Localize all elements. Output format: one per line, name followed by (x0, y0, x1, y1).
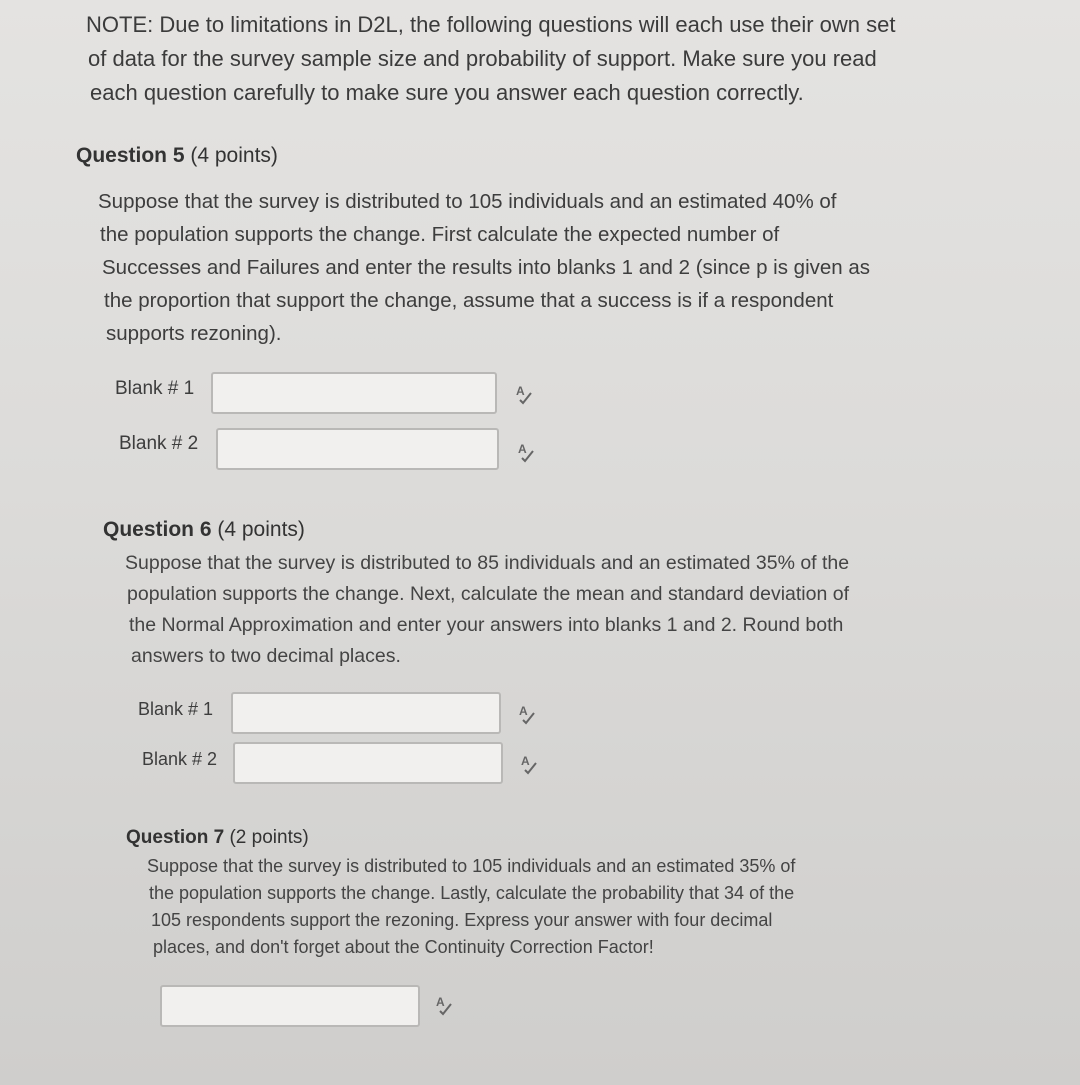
q7-answer-input[interactable] (160, 985, 420, 1027)
question-text-line: answers to two decimal places. (131, 645, 401, 667)
question-text-line: population supports the change. Next, calculate the mean and standard deviation of (127, 583, 849, 605)
blank-2-label: Blank # 2 (119, 433, 199, 454)
question-text-line: the proportion that support the change, assume that a success is if a respondent (104, 289, 834, 312)
spellcheck-icon[interactable] (515, 702, 539, 726)
question-title (76, 144, 278, 168)
question-text-line: the population supports the change. Lastly, calculate the probability that 34 of the (149, 883, 795, 903)
spellcheck-icon[interactable] (512, 382, 536, 406)
question-text-line: Suppose that the survey is distributed to 105 individuals and an estimated 35% of (147, 856, 796, 876)
question-text-line: the Normal Approximation and enter your answers into blanks 1 and 2. Round both (129, 614, 844, 636)
question-text-line: 105 respondents support the rezoning. Express your answer with four decimal (151, 910, 773, 930)
question-name: Question 7 (126, 827, 225, 848)
spellcheck-icon[interactable] (432, 993, 456, 1017)
svg-text:A: A (518, 442, 527, 456)
svg-text:A: A (519, 704, 528, 718)
note-line: NOTE: Due to limitations in D2L, the following questions will each use their own set (86, 12, 896, 37)
question-title (126, 827, 309, 849)
question-text (147, 853, 907, 961)
question-name: Question 6 (103, 518, 212, 541)
spellcheck-icon[interactable] (517, 752, 541, 776)
question-text-line: supports rezoning). (106, 322, 282, 345)
q5-blank-2-input[interactable] (216, 428, 499, 470)
question-points: (4 points) (217, 518, 305, 541)
blank-1-label: Blank # 1 (115, 378, 195, 399)
question-name: Question 5 (76, 144, 185, 167)
note-line: each question carefully to make sure you answer each question correctly. (90, 80, 804, 105)
q6-blank-1-input[interactable] (231, 692, 501, 734)
svg-text:A: A (436, 995, 445, 1009)
question-text-line: the population supports the change. First calculate the expected number of (100, 223, 780, 246)
question-text-line: places, and don't forget about the Continuity Correction Factor! (153, 937, 654, 957)
blank-1-label: Blank # 1 (138, 699, 214, 719)
question-text (98, 185, 938, 350)
svg-text:A: A (516, 384, 525, 398)
note-text (86, 8, 946, 110)
blank-2-label: Blank # 2 (142, 749, 218, 769)
question-text (125, 548, 925, 672)
question-points: (4 points) (190, 144, 278, 167)
question-text-line: Successes and Failures and enter the results into blanks 1 and 2 (since p is given as (102, 256, 871, 279)
question-text-line: Suppose that the survey is distributed to 105 individuals and an estimated 40% of (98, 190, 837, 213)
question-points: (2 points) (229, 827, 309, 848)
svg-text:A: A (521, 754, 530, 768)
spellcheck-icon[interactable] (514, 440, 538, 464)
question-title (103, 518, 305, 542)
q5-blank-1-input[interactable] (211, 372, 497, 414)
question-text-line: Suppose that the survey is distributed to 85 individuals and an estimated 35% of the (125, 552, 850, 574)
note-line: of data for the survey sample size and probability of support. Make sure you read (88, 46, 877, 71)
q6-blank-2-input[interactable] (233, 742, 503, 784)
